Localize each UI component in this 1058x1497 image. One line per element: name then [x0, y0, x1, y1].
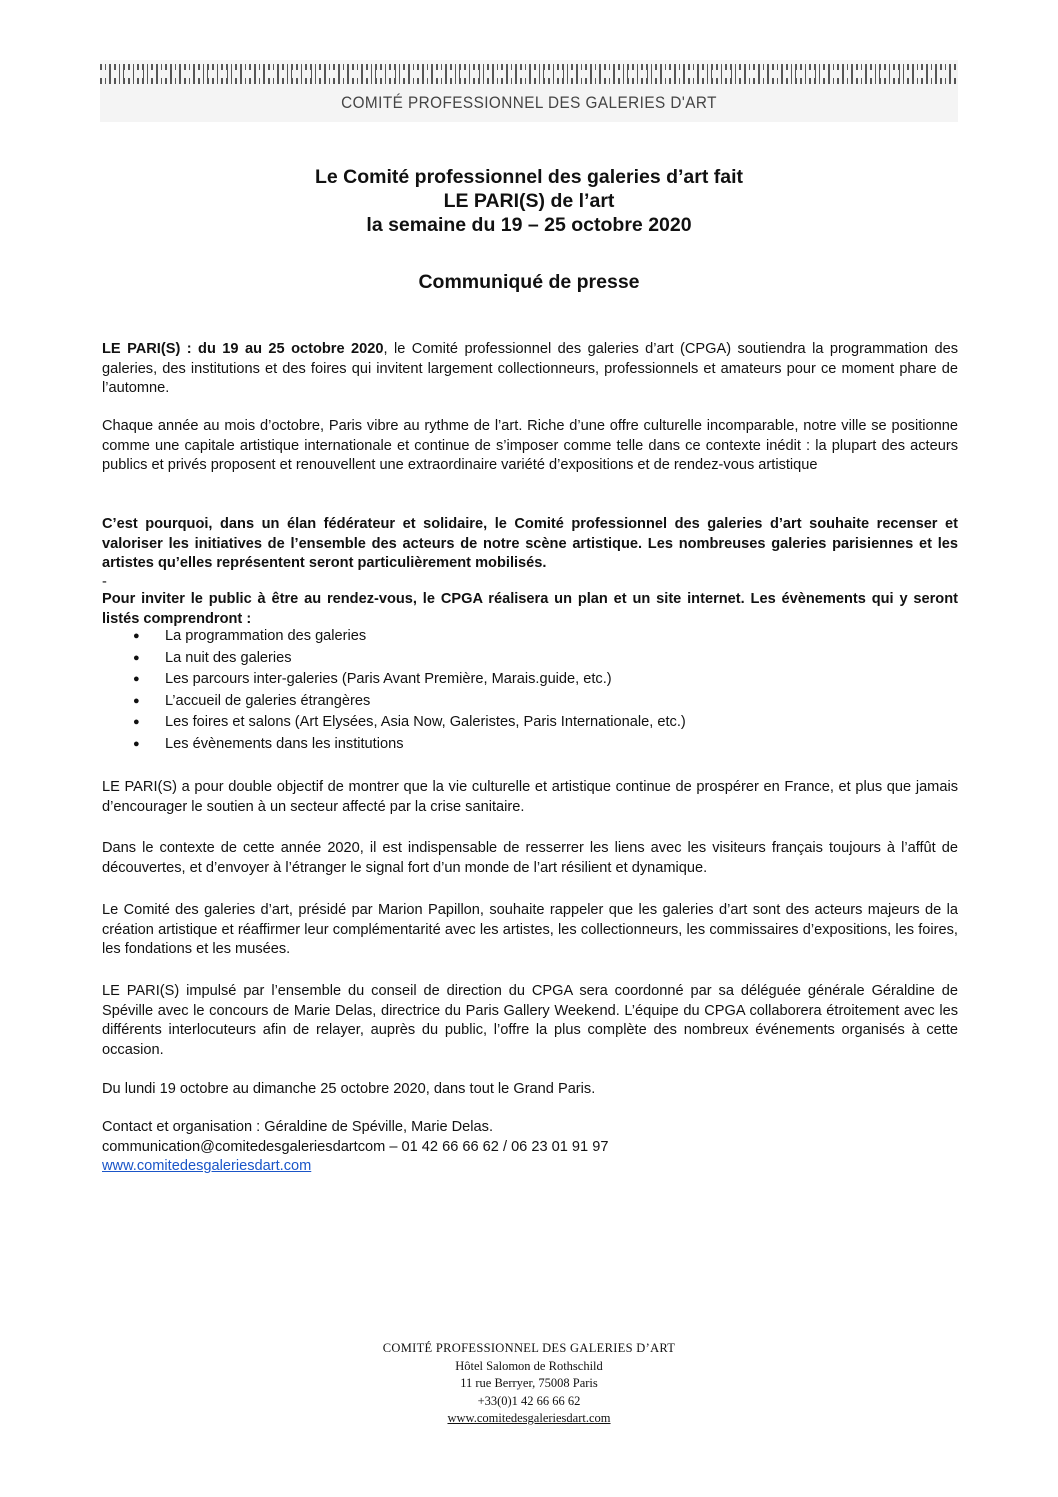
website-link[interactable]: www.comitedesgaleriesdart.com — [102, 1158, 312, 1175]
list-item: ● Les parcours inter-galeries (Paris Avant Première, Marais.guide, etc.) — [102, 669, 958, 691]
footer — [200, 1340, 858, 1428]
list-item: ● La programmation des galeries — [102, 626, 958, 648]
title-line-1: Le Comité professionnel des galeries d’art fait — [314, 166, 744, 188]
logo-text: COMITÉ PROFESSIONNEL DES GALERIES D'ART — [341, 93, 717, 112]
title-line-2: LE PARI(S) de l’art — [443, 190, 615, 212]
press-title — [100, 165, 958, 237]
cpga-logo — [100, 60, 958, 122]
bullet-icon: ● — [133, 694, 140, 707]
bullet-icon: ● — [133, 651, 140, 664]
footer-website-link[interactable]: www.comitedesgaleriesdart.com — [447, 1411, 611, 1425]
paragraph-coordination: LE PARI(S) impulsé par l’ensemble du conseil de direction du CPGA sera coordonné par sa déléguée générale Géraldine de Spéville avec le concours de Marie Delas, directrice du Paris Gallery Weekend. L’équipe du CPGA collaborera étroitement avec les différents interlocuteurs afin de relayer, auprès du public, l’offre la plus complète des nombreux événements organisés à cette occasion. — [102, 983, 958, 1058]
paragraph-events-intro: Pour inviter le public à être au rendez-vous, le CPGA réalisera un plan et un site internet. Les évènements qui y seront listés comprendront : — [102, 591, 958, 627]
intro-dates: LE PARI(S) : du 19 au 25 octobre 2020 — [102, 341, 384, 357]
events-list — [102, 626, 958, 756]
list-item: ● La nuit des galeries — [102, 648, 958, 670]
list-item: ● L’accueil de galeries étrangères — [102, 691, 958, 713]
bullet-icon: ● — [133, 716, 140, 729]
footer-org: COMITÉ PROFESSIONNEL DES GALERIES D’ART — [382, 1341, 676, 1355]
paragraph-intro — [102, 340, 958, 399]
dash-separator: - — [102, 574, 107, 590]
contact-line: Contact et organisation : Géraldine de Spéville, Marie Delas. — [102, 1119, 493, 1135]
paragraph-dates: Du lundi 19 octobre au dimanche 25 octobre 2020, dans tout le Grand Paris. — [102, 1081, 596, 1097]
logo-pattern — [100, 64, 958, 84]
contact-block — [102, 1118, 958, 1177]
paragraph-paris: Chaque année au mois d’octobre, Paris vibre au rythme de l’art. Riche d’une offre culturelle incomparable, notre ville se positionne comme une capitale artistique internationale et continue de s’imposer comme telle dans ce contexte inédit : la plupart des acteurs publics et privés proposent et renouvellent une extraordinaire variété d’expositions et de rendez-vous artistique — [102, 418, 958, 474]
footer-phone: +33(0)1 42 66 66 62 — [477, 1393, 581, 1408]
paragraph-objective: LE PARI(S) a pour double objectif de montrer que la vie culturelle et artistique continue de prospérer en France, et plus que jamais d’encourager le soutien à un secteur affecté par la crise sanitaire. — [102, 779, 958, 815]
bullet-icon: ● — [133, 737, 140, 750]
paragraph-mission: C’est pourquoi, dans un élan fédérateur et solidaire, le Comité professionnel des galeries d’art souhaite recenser et valoriser les initiatives de l’ensemble des acteurs de notre scène artistique. Les nombreuses galeries parisiennes et les artistes qu’elles représentent seront particulièrement mobilisés. — [102, 516, 958, 572]
intro-text: , le Comité professionnel des galeries d’art (CPGA) soutiendra la programmation des galeries, des institutions et des foires qui invitent largement collectionneurs, professionnels et amateurs pour ce moment phare de l’automne. — [102, 341, 958, 397]
list-item: ● Les foires et salons (Art Elysées, Asia Now, Galeristes, Paris Internationale, etc.) — [102, 712, 958, 734]
paragraph-context: Dans le contexte de cette année 2020, il est indispensable de resserrer les liens avec les visiteurs français toujours à l’affût de découvertes, et d’envoyer à l’étranger le signal fort d’un monde de l’art résilient et dynamique. — [102, 840, 958, 876]
title-line-3: la semaine du 19 – 25 octobre 2020 — [366, 214, 692, 236]
bullet-icon: ● — [133, 673, 140, 686]
list-item: ● Les évènements dans les institutions — [102, 734, 958, 756]
paragraph-president: Le Comité des galeries d’art, présidé par Marion Papillon, souhaite rappeler que les galeries d’art sont des acteurs majeurs de la création artistique et réaffirmer leur complémentarité avec les artistes, les collectionneurs, les commissaires d’expositions, les foires, les fondations et les musées. — [102, 902, 958, 958]
footer-building: Hôtel Salomon de Rothschild — [455, 1358, 603, 1373]
footer-address: 11 rue Berryer, 75008 Paris — [460, 1376, 598, 1390]
contact-email-phone: communication@comitedesgaleriesdartcom – 01 42 66 66 62 / 06 23 01 91 97 — [102, 1138, 609, 1155]
press-subtitle: Communiqué de presse — [418, 271, 640, 293]
bullet-icon: ● — [133, 630, 140, 642]
